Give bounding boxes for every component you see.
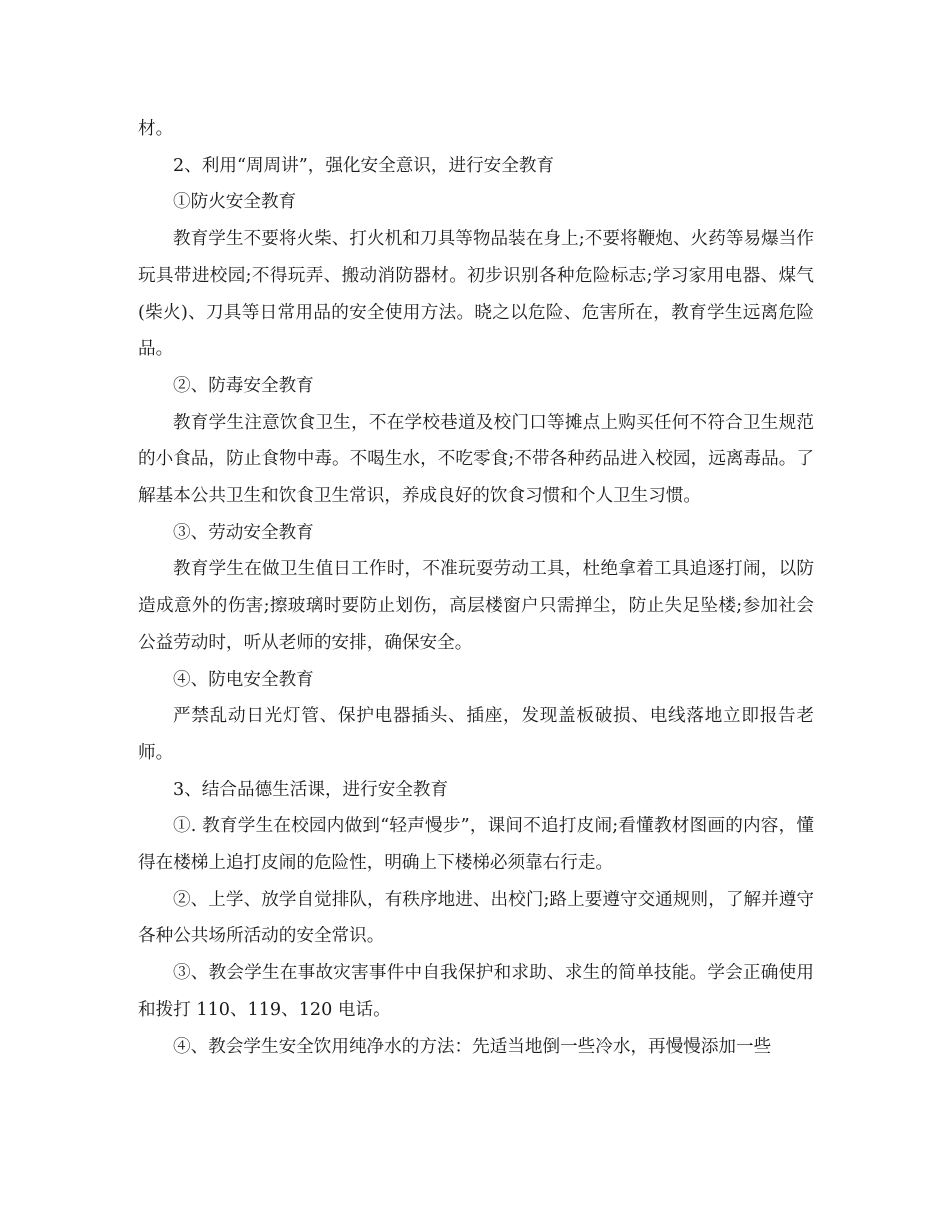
body-paragraph: ②、上学、放学自觉排队，有秩序地进、出校门;路上要遵守交通规则，了解并遵守各种公共场所活动的安全常识。	[138, 889, 814, 947]
subsection-heading: ④、防电安全教育	[173, 669, 314, 690]
body-paragraph: ④、教会学生安全饮用纯净水的方法：先适当地倒一些冷水，再慢慢添加一些	[173, 1036, 772, 1057]
subsection-heading: ③、劳动安全教育	[173, 522, 314, 543]
body-paragraph: 材。	[138, 119, 174, 139]
body-paragraph: 教育学生注意饮食卫生，不在学校巷道及校门口等摊点上购买任何不符合卫生规范的小食品，防止食物中毒。不喝生水，不吃零食;不带各种药品进入校园，远离毒品。了解基本公共卫生和饮食卫生常识，养成良好的饮食习惯和个人卫生习惯。	[138, 412, 814, 507]
body-paragraph: ①. 教育学生在校园内做到“轻声慢步”，课间不追打皮闹;看懂教材图画的内容，懂得在楼梯上追打皮闹的危险性，明确上下楼梯必须靠右行走。	[138, 816, 814, 874]
body-paragraph: 严禁乱动日光灯管、保护电器插头、插座，发现盖板破损、电线落地立即报告老师。	[138, 706, 814, 763]
section-heading: 2、利用“周周讲”，强化安全意识，进行安全教育	[173, 155, 555, 176]
body-paragraph: 教育学生不要将火柴、打火机和刀具等物品装在身上;不要将鞭炮、火药等易爆当作玩具带进校园;不得玩弄、搬动消防器材。初步识别各种危险标志;学习家用电器、煤气(柴火)、刀具等日常用品的安全使用方法。晓之以危险、危害所在，教育学生远离危险品。	[138, 229, 814, 360]
subsection-heading: ②、防毒安全教育	[173, 375, 314, 396]
document-page	[138, 111, 814, 1065]
body-paragraph: 教育学生在做卫生值日工作时，不准玩耍劳动工具，杜绝拿着工具追逐打闹，以防造成意外的伤害;擦玻璃时要防止划伤，高层楼窗户只需掸尘，防止失足坠楼;参加社会公益劳动时，听从老师的安排，确保安全。	[138, 559, 814, 653]
body-paragraph: ③、教会学生在事故灾害事件中自我保护和求助、求生的简单技能。学会正确使用和拨打 110、119、120 电话。	[138, 963, 814, 1020]
section-heading: 3、结合品德生活课，进行安全教育	[173, 779, 449, 800]
subsection-heading: ①防火安全教育	[173, 192, 297, 213]
